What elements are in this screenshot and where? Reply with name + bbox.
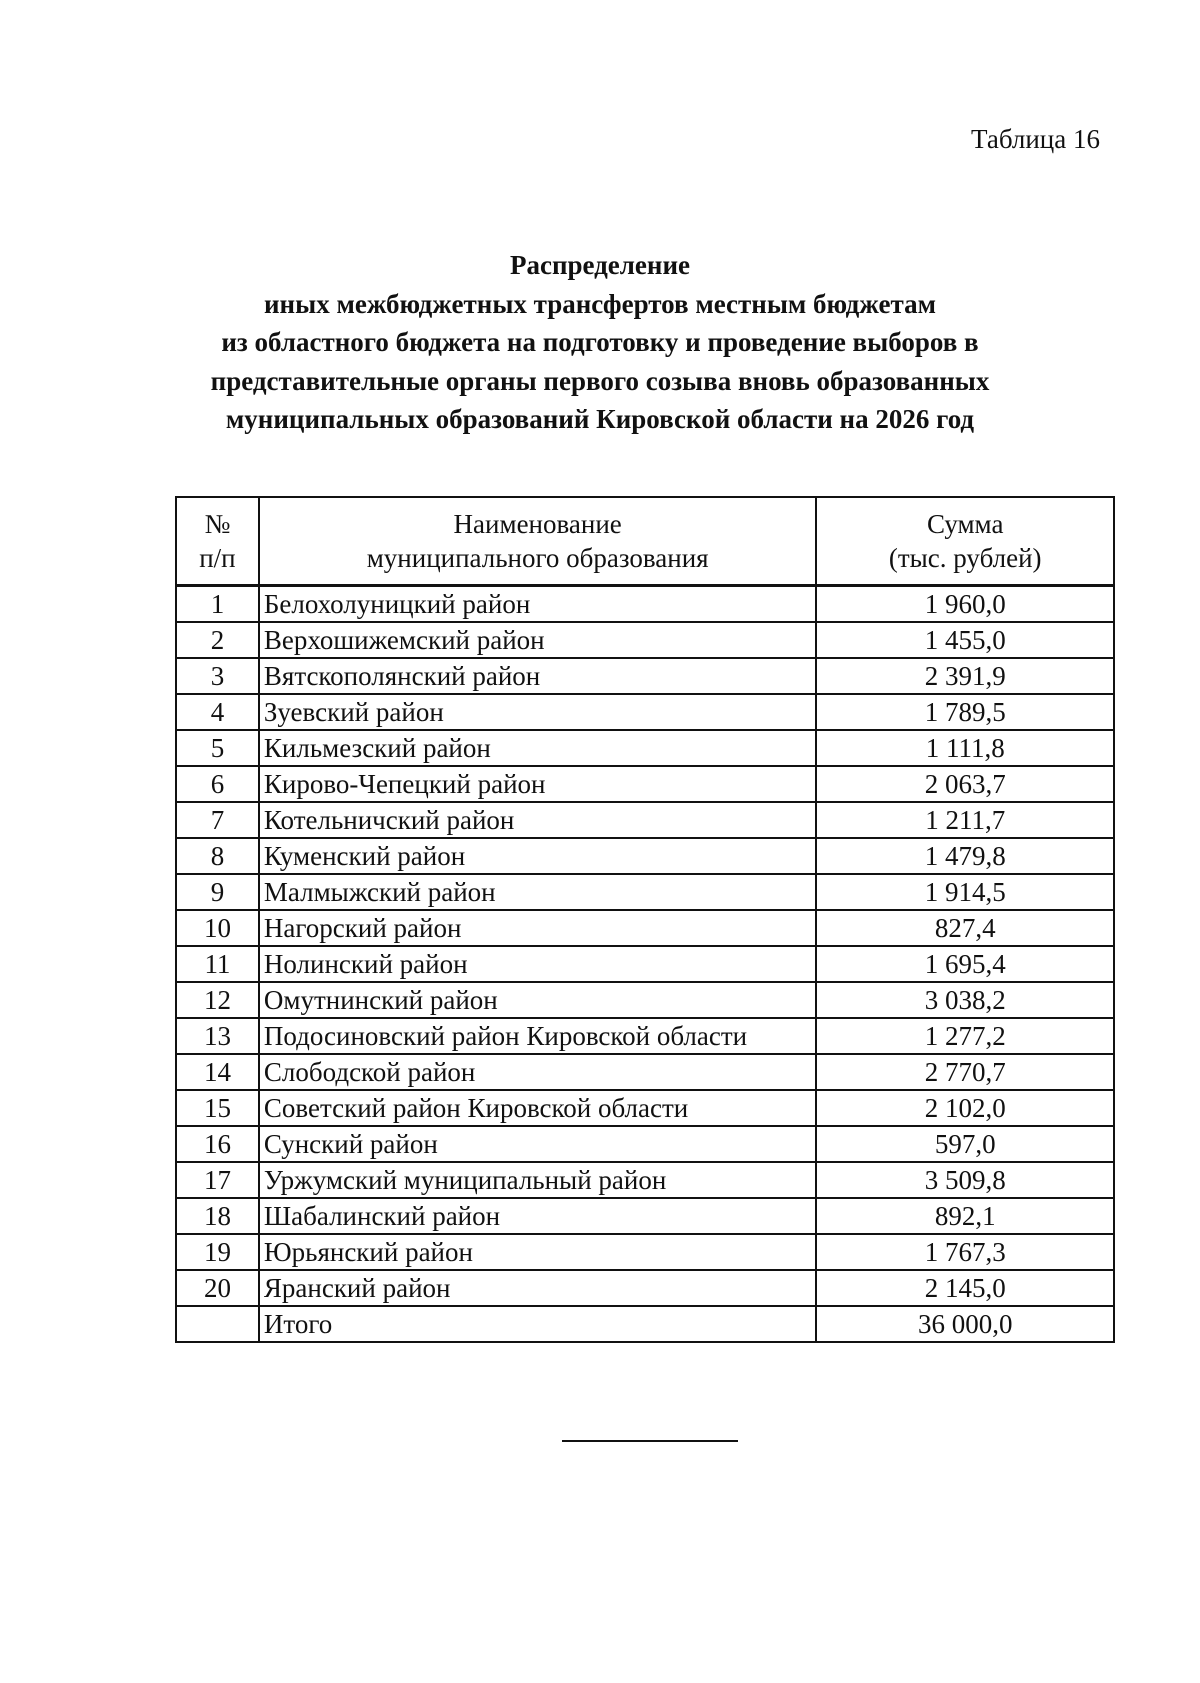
row-number: 5	[176, 730, 259, 766]
total-number	[176, 1306, 259, 1342]
row-municipality-name: Кильмезский район	[259, 730, 817, 766]
table-row	[176, 658, 1114, 694]
row-amount: 1 767,3	[816, 1234, 1114, 1270]
row-number: 19	[176, 1234, 259, 1270]
row-amount: 1 960,0	[816, 586, 1114, 623]
row-municipality-name: Нагорский район	[259, 910, 817, 946]
row-amount: 1 277,2	[816, 1018, 1114, 1054]
row-municipality-name: Слободской район	[259, 1054, 817, 1090]
row-municipality-name: Юрьянский район	[259, 1234, 817, 1270]
row-number: 2	[176, 622, 259, 658]
row-amount: 2 063,7	[816, 766, 1114, 802]
row-number: 18	[176, 1198, 259, 1234]
row-amount: 1 914,5	[816, 874, 1114, 910]
row-number: 8	[176, 838, 259, 874]
row-number: 10	[176, 910, 259, 946]
table-row	[176, 694, 1114, 730]
row-municipality-name: Нолинский район	[259, 946, 817, 982]
table-row	[176, 1090, 1114, 1126]
table-row	[176, 1054, 1114, 1090]
row-municipality-name: Подосиновский район Кировской области	[259, 1018, 817, 1054]
row-amount: 1 455,0	[816, 622, 1114, 658]
table-header-row	[176, 497, 1114, 586]
row-number: 9	[176, 874, 259, 910]
table-row	[176, 910, 1114, 946]
total-label: Итого	[259, 1306, 817, 1342]
row-municipality-name: Куменский район	[259, 838, 817, 874]
row-amount: 2 391,9	[816, 658, 1114, 694]
table-body	[176, 586, 1114, 1343]
row-number: 4	[176, 694, 259, 730]
row-number: 13	[176, 1018, 259, 1054]
table-row	[176, 874, 1114, 910]
table-row	[176, 1198, 1114, 1234]
row-amount: 892,1	[816, 1198, 1114, 1234]
row-number: 20	[176, 1270, 259, 1306]
table-row	[176, 730, 1114, 766]
row-number: 15	[176, 1090, 259, 1126]
table-row	[176, 586, 1114, 623]
row-amount: 1 211,7	[816, 802, 1114, 838]
row-municipality-name: Верхошижемский район	[259, 622, 817, 658]
header-name	[259, 497, 817, 586]
row-municipality-name: Кирово-Чепецкий район	[259, 766, 817, 802]
row-municipality-name: Сунский район	[259, 1126, 817, 1162]
table-label: Таблица 16	[971, 124, 1100, 154]
title-line: Распределение	[509, 250, 691, 280]
table-row	[176, 1234, 1114, 1270]
table-row	[176, 1126, 1114, 1162]
table-row	[176, 622, 1114, 658]
row-number: 17	[176, 1162, 259, 1198]
header-sum	[816, 497, 1114, 586]
row-amount: 2 102,0	[816, 1090, 1114, 1126]
row-amount: 3 509,8	[816, 1162, 1114, 1198]
row-amount: 2 145,0	[816, 1270, 1114, 1306]
row-amount: 3 038,2	[816, 982, 1114, 1018]
header-num-line: п/п	[199, 543, 236, 573]
row-amount: 1 479,8	[816, 838, 1114, 874]
header-num	[176, 497, 259, 586]
header-sum-line: (тыс. рублей)	[888, 543, 1042, 573]
row-number: 1	[176, 586, 259, 623]
row-amount: 1 111,8	[816, 730, 1114, 766]
row-municipality-name: Котельничский район	[259, 802, 817, 838]
title-line: иных межбюджетных трансфертов местным бюджетам	[264, 288, 936, 319]
row-number: 7	[176, 802, 259, 838]
header-sum-line: Сумма	[926, 509, 1004, 539]
title-line: муниципальных образований Кировской области на 2026 год	[225, 404, 975, 434]
header-name-line: муниципального образования	[366, 543, 709, 573]
row-municipality-name: Советский район Кировской области	[259, 1090, 817, 1126]
total-amount: 36 000,0	[816, 1306, 1114, 1342]
row-municipality-name: Зуевский район	[259, 694, 817, 730]
row-amount: 597,0	[816, 1126, 1114, 1162]
row-number: 6	[176, 766, 259, 802]
distribution-table	[175, 496, 1115, 1343]
table-row	[176, 1270, 1114, 1306]
row-number: 12	[176, 982, 259, 1018]
row-municipality-name: Яранский район	[259, 1270, 817, 1306]
row-municipality-name: Малмыжский район	[259, 874, 817, 910]
document-title	[150, 246, 1050, 439]
title-line: из областного бюджета на подготовку и проведение выборов в	[221, 327, 979, 357]
row-amount: 1 789,5	[816, 694, 1114, 730]
row-number: 14	[176, 1054, 259, 1090]
row-municipality-name: Уржумский муниципальный район	[259, 1162, 817, 1198]
header-name-line: Наименование	[453, 509, 622, 539]
row-amount: 2 770,7	[816, 1054, 1114, 1090]
row-number: 11	[176, 946, 259, 982]
row-municipality-name: Омутнинский район	[259, 982, 817, 1018]
table-row	[176, 802, 1114, 838]
row-municipality-name: Шабалинский район	[259, 1198, 817, 1234]
closing-divider	[562, 1440, 738, 1442]
row-amount: 1 695,4	[816, 946, 1114, 982]
table-row	[176, 838, 1114, 874]
title-line: представительные органы первого созыва вновь образованных	[210, 365, 990, 396]
table-row	[176, 982, 1114, 1018]
table-row	[176, 1162, 1114, 1198]
header-num-line: №	[204, 509, 231, 539]
row-number: 3	[176, 658, 259, 694]
row-amount: 827,4	[816, 910, 1114, 946]
table-row	[176, 946, 1114, 982]
table-row	[176, 766, 1114, 802]
row-number: 16	[176, 1126, 259, 1162]
row-municipality-name: Вятскополянский район	[259, 658, 817, 694]
table-row	[176, 1018, 1114, 1054]
row-municipality-name: Белохолуницкий район	[259, 586, 817, 623]
table-total-row	[176, 1306, 1114, 1342]
